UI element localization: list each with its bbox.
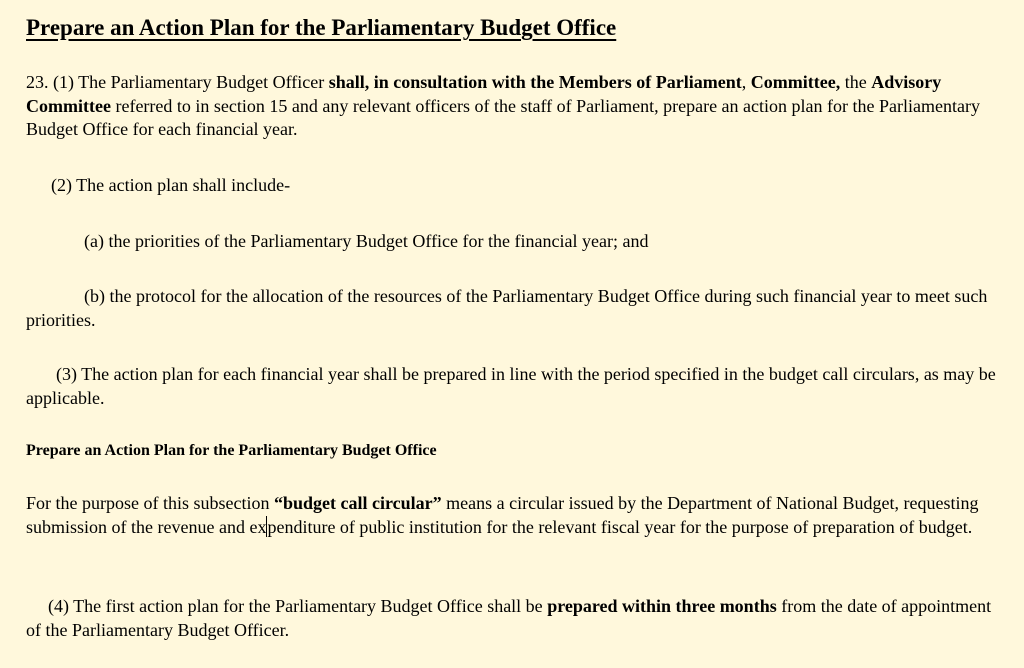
para1-text-g: referred to in section 15 and any relevant officers of the staff of Parliament, prepare an action plan for the Parliamentary Budget Office for each financial year. — [26, 95, 980, 139]
para1-text-c: , — [741, 72, 751, 92]
section-23-4-paragraph — [26, 595, 1001, 642]
para1-bold-consultation: shall, in consultation with the Members of Parliament — [328, 72, 742, 92]
section-23-2-paragraph — [26, 174, 1001, 198]
para3-text: (a) the priorities of the Parliamentary Budget Office for the financial year; and — [84, 231, 649, 251]
para6-bold-term: “budget call circular” — [273, 493, 442, 513]
subheading: Prepare an Action Plan for the Parliamentary Budget Office — [26, 442, 437, 459]
para1-text-a: 23. (1) The Parliamentary Budget Officer — [26, 72, 329, 92]
section-23-2b-paragraph — [26, 285, 1001, 332]
budget-call-circular-definition — [26, 492, 1001, 539]
para2-text: (2) The action plan shall include- — [51, 175, 291, 195]
section-23-3-paragraph — [26, 363, 1001, 410]
para1-bold-advisory-committee: Advisory Committee — [26, 72, 942, 116]
para6-text-d: penditure of public institution for the relevant fiscal year for the purpose of preparation of budget. — [267, 516, 973, 537]
document-title: Prepare an Action Plan for the Parliamentary Budget Office — [26, 15, 617, 40]
section-23-2a-paragraph — [26, 230, 1001, 254]
para7-text-c: from the date of appointment of the Parliamentary Budget Officer. — [26, 596, 992, 640]
para4-text: (b) the protocol for the allocation of the resources of the Parliamentary Budget Office during such financial year to meet such priorities. — [26, 286, 988, 330]
section-23-1-paragraph — [26, 71, 1001, 142]
para6-text-c: means a circular issued by the Department of National Budget, requesting submission of the revenue and ex — [26, 493, 979, 537]
para7-bold-three-months: prepared within three months — [547, 596, 777, 616]
para1-bold-committee: Committee, — [750, 72, 841, 92]
para5-text: (3) The action plan for each financial year shall be prepared in line with the period specified in the budget call circulars, as may be applicable. — [26, 364, 996, 408]
para7-text-a: (4) The first action plan for the Parliamentary Budget Office shall be — [48, 596, 548, 616]
para6-text-a: For the purpose of this subsection — [26, 493, 274, 513]
para1-text-e: the — [840, 72, 872, 92]
